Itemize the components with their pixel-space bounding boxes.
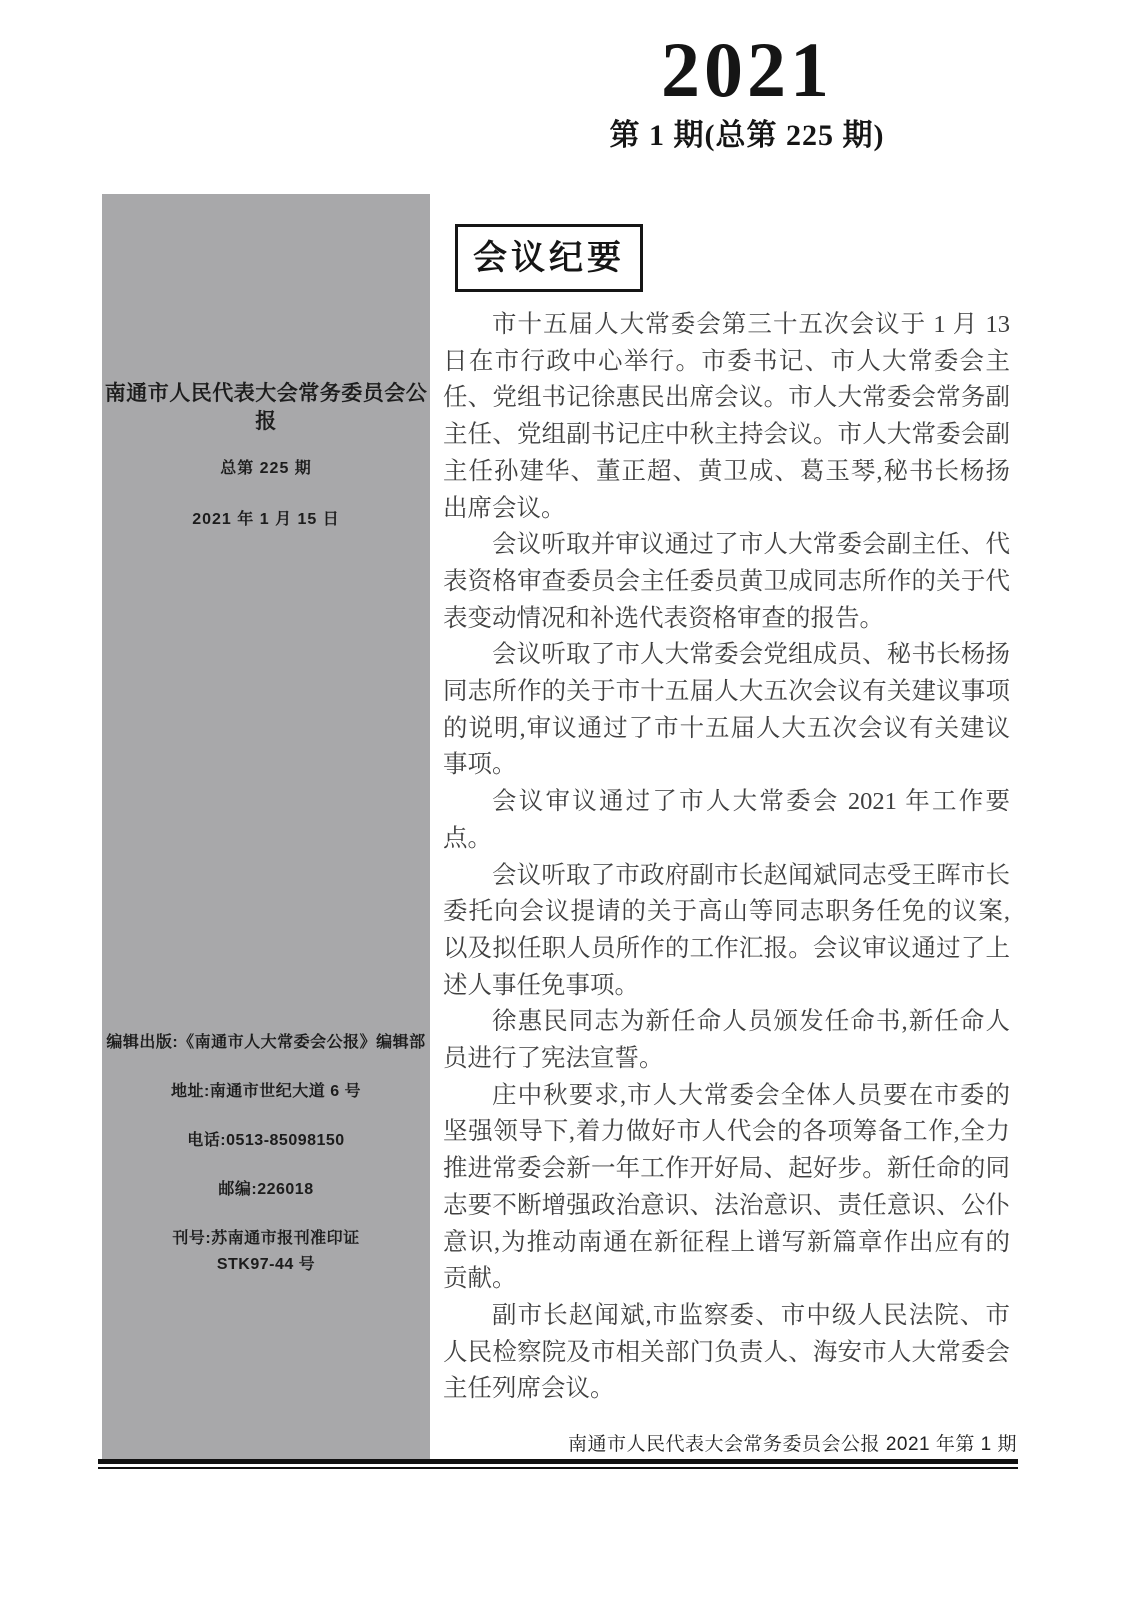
colophon-phone: 电话:0513-85098150 bbox=[187, 1132, 345, 1149]
article-paragraph: 会议听取并审议通过了市人大常委会副主任、代表资格审查委员会主任委员黄卫成同志所作的关于代表变动情况和补选代表资格审查的报告。 bbox=[443, 531, 1010, 632]
article-paragraph: 庄中秋要求,市人大常委会全体人员要在市委的坚强领导下,着力做好市人代会的各项筹备工作,全力推进常委会新一年工作开好局、起好步。新任命的同志要不断增强政治意识、法治意识、责任意识、公仆意识,为推动南通在新征程上谱写新篇章作出应有的贡献。 bbox=[443, 1081, 1010, 1293]
running-footer: 南通市人民代表大会常务委员会公报 2021 年第 1 期 bbox=[568, 1434, 1017, 1455]
footer-rule-thin bbox=[98, 1467, 1018, 1469]
article-paragraph: 会议听取了市政府副市长赵闻斌同志受王晖市长委托向会议提请的关于高山等同志职务任免的议案,以及拟任职人员所作的工作汇报。会议审议通过了上述人事任免事项。 bbox=[443, 861, 1010, 999]
bulletin-issue-number: 总第 225 期 bbox=[220, 460, 312, 477]
colophon-license-line2: STK97-44 号 bbox=[216, 1256, 316, 1273]
article-body bbox=[443, 307, 1010, 1408]
colophon-block bbox=[102, 1034, 430, 1274]
colophon-publisher: 编辑出版:《南通市人大常委会公报》编辑部 bbox=[106, 1034, 426, 1051]
colophon-postcode: 邮编:226018 bbox=[218, 1181, 314, 1198]
sidebar-panel bbox=[102, 194, 430, 1459]
colophon-address: 地址:南通市世纪大道 6 号 bbox=[170, 1083, 362, 1100]
section-title-box bbox=[455, 224, 643, 292]
masthead-issue-line: 第 1 期(总第 225 期) bbox=[609, 119, 885, 152]
article-paragraph: 徐惠民同志为新任命人员颁发任命书,新任命人员进行了宪法宣誓。 bbox=[443, 1008, 1010, 1073]
footer-rule-thick bbox=[98, 1459, 1018, 1464]
article-paragraph: 市十五届人大常委会第三十五次会议于 1 月 13 日在市行政中心举行。市委书记、市人大常委会主任、党组书记徐惠民出席会议。市人大常委会常务副主任、党组副书记庄中秋主持会议。市人大常委会副主任孙建华、董正超、黄卫成、葛玉琴,秘书长杨扬出席会议。 bbox=[443, 311, 1010, 522]
masthead-year: 2021 bbox=[661, 26, 833, 113]
article-paragraph: 会议审议通过了市人大常委会 2021 年工作要点。 bbox=[443, 788, 1010, 852]
section-title: 会议纪要 bbox=[473, 239, 625, 277]
article-paragraph: 副市长赵闻斌,市监察委、市中级人民法院、市人民检察院及市相关部门负责人、海安市人大常委会主任列席会议。 bbox=[443, 1301, 1010, 1403]
masthead bbox=[447, 26, 1047, 156]
bulletin-date: 2021 年 1 月 15 日 bbox=[192, 511, 340, 528]
colophon-license-line1: 刊号:苏南通市报刊准印证 bbox=[172, 1230, 360, 1247]
article-paragraph: 会议听取了市人大常委会党组成员、秘书长杨扬同志所作的关于市十五届人大五次会议有关建议事项的说明,审议通过了市十五届人大五次会议有关建议事项。 bbox=[443, 641, 1010, 779]
bulletin-title: 南通市人民代表大会常务委员会公报 bbox=[104, 382, 428, 433]
